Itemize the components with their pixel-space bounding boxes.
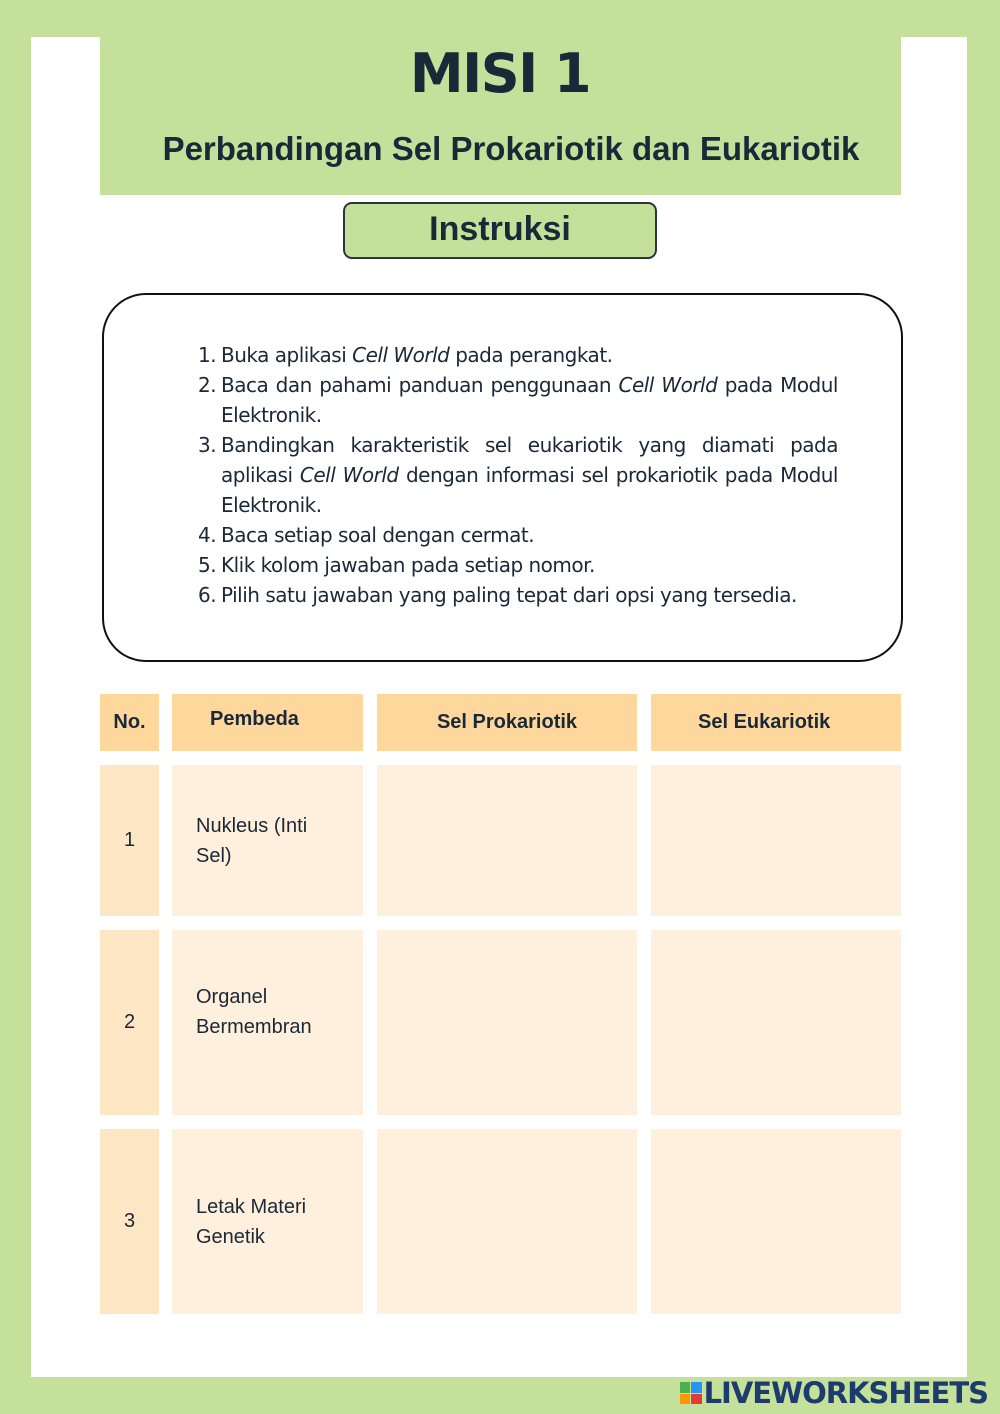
instruction-item: 3. Bandingkan karakteristik sel eukariotik yang diamati pada aplikasi Cell World dengan informasi sel prokariotik pada Modul Elektronik. [198, 433, 838, 517]
row-3-eukariotik-answer[interactable] [651, 1129, 901, 1314]
header-sel-prokariotik: Sel Prokariotik [377, 694, 637, 751]
brand-name: LIVEWORKSHEETS [703, 1376, 988, 1410]
row-2-pembeda: Organel Bermembran [172, 930, 363, 1115]
row-2-prokariotik-answer[interactable] [377, 930, 637, 1115]
liveworksheets-brand[interactable] [680, 1376, 988, 1410]
instructions-list [198, 340, 838, 610]
row-1-prokariotik-answer[interactable] [377, 765, 637, 916]
mission-subtitle: Perbandingan Sel Prokariotik dan Eukariotik [162, 130, 860, 167]
header-pembeda: Pembeda [172, 694, 363, 751]
instruksi-label: Instruksi [343, 202, 657, 259]
row-3-number: 3 [100, 1129, 159, 1314]
instruction-item: 2. Baca dan pahami panduan penggunaan Cell World pada Modul Elektronik. [198, 373, 838, 427]
liveworksheets-logo-icon [680, 1382, 702, 1404]
instruction-item: 5. Klik kolom jawaban pada setiap nomor. [198, 553, 595, 577]
row-2-eukariotik-answer[interactable] [651, 930, 901, 1115]
instruction-item: 4. Baca setiap soal dengan cermat. [198, 523, 535, 547]
header-sel-eukariotik: Sel Eukariotik [651, 694, 901, 751]
row-3-prokariotik-answer[interactable] [377, 1129, 637, 1314]
instruction-item: 6. Pilih satu jawaban yang paling tepat dari opsi yang tersedia. [198, 583, 797, 607]
header-no: No. [100, 694, 159, 751]
row-2-number: 2 [100, 930, 159, 1115]
row-3-pembeda: Letak Materi Genetik [172, 1129, 363, 1314]
instruction-item: 1. Buka aplikasi Cell World pada perangkat. [198, 343, 613, 367]
row-1-number: 1 [100, 765, 159, 916]
mission-title: MISI 1 [409, 42, 591, 105]
row-1-pembeda: Nukleus (Inti Sel) [172, 765, 363, 916]
row-1-eukariotik-answer[interactable] [651, 765, 901, 916]
